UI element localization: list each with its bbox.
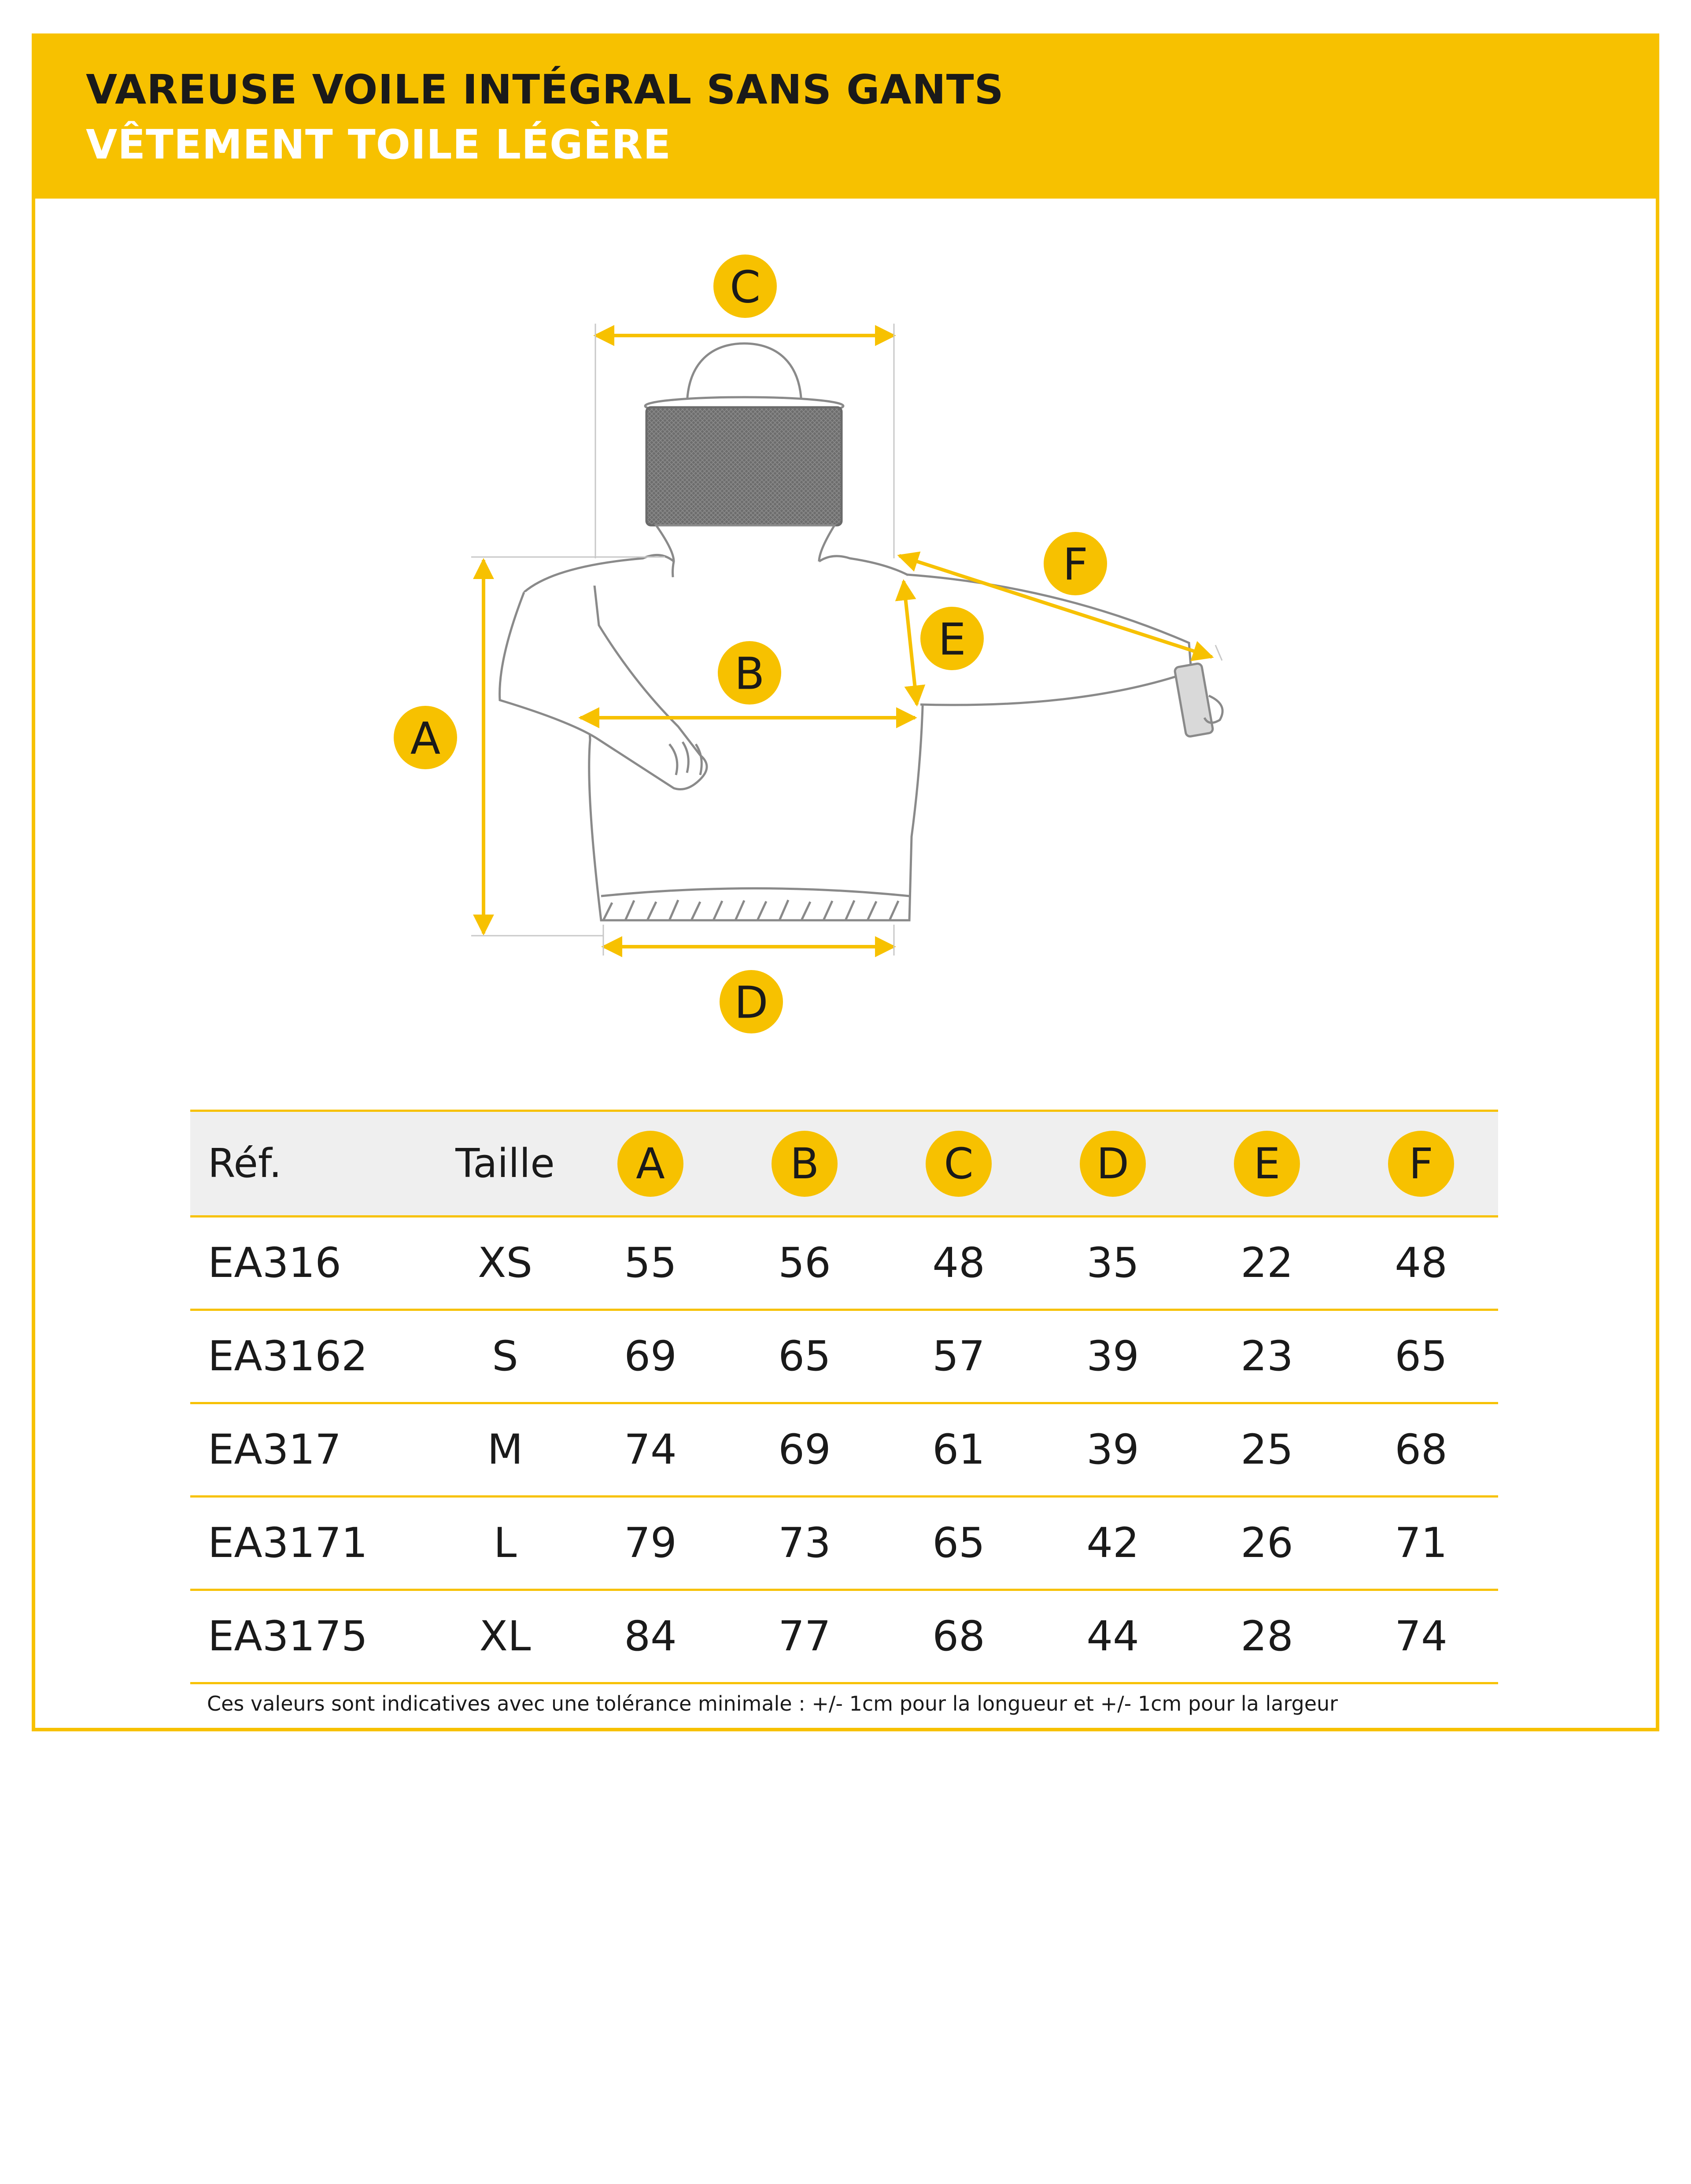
table-row xyxy=(190,1403,1498,1497)
svg-text:C: C xyxy=(730,261,761,313)
cell-e: 25 xyxy=(1190,1403,1344,1497)
cell-size: S xyxy=(437,1310,573,1403)
size-table xyxy=(190,1110,1498,1684)
cell-e: 23 xyxy=(1190,1310,1344,1403)
cell-size: L xyxy=(437,1497,573,1590)
cell-c: 61 xyxy=(882,1403,1036,1497)
header-c: C xyxy=(882,1111,1036,1217)
cell-c: 65 xyxy=(882,1497,1036,1590)
right-cuff xyxy=(1174,663,1214,737)
header-size: Taille xyxy=(437,1111,573,1217)
tolerance-note: Ces valeurs sont indicatives avec une tolérance minimale : +/- 1cm pour la longueur et +/- 1cm pour la largeur xyxy=(207,1692,1338,1715)
page-subtitle: VÊTEMENT TOILE LÉGÈRE xyxy=(86,121,672,168)
table-row xyxy=(190,1310,1498,1403)
table-row xyxy=(190,1497,1498,1590)
cell-size: XL xyxy=(437,1590,573,1683)
table-row xyxy=(190,1590,1498,1683)
cell-f: 48 xyxy=(1344,1217,1498,1310)
label-c xyxy=(713,255,777,318)
label-f xyxy=(1044,532,1107,595)
cell-c: 57 xyxy=(882,1310,1036,1403)
svg-text:F: F xyxy=(1063,539,1088,590)
cell-ref: EA316 xyxy=(190,1217,437,1310)
cell-c: 68 xyxy=(882,1590,1036,1683)
cell-ref: EA3175 xyxy=(190,1590,437,1683)
cell-d: 44 xyxy=(1036,1590,1190,1683)
cell-f: 68 xyxy=(1344,1403,1498,1497)
header-f: F xyxy=(1344,1111,1498,1217)
cell-size: XS xyxy=(437,1217,573,1310)
label-d xyxy=(720,970,783,1033)
cell-d: 39 xyxy=(1036,1310,1190,1403)
cell-f: 65 xyxy=(1344,1310,1498,1403)
cell-e: 22 xyxy=(1190,1217,1344,1310)
table-header-row xyxy=(190,1111,1498,1217)
header-d: D xyxy=(1036,1111,1190,1217)
cell-d: 39 xyxy=(1036,1403,1190,1497)
cell-b: 73 xyxy=(727,1497,882,1590)
cell-b: 69 xyxy=(727,1403,882,1497)
svg-text:A: A xyxy=(410,712,441,764)
svg-text:B: B xyxy=(734,648,765,700)
cell-ref: EA3162 xyxy=(190,1310,437,1403)
cell-a: 74 xyxy=(573,1403,727,1497)
cell-c: 48 xyxy=(882,1217,1036,1310)
cell-a: 69 xyxy=(573,1310,727,1403)
cell-a: 84 xyxy=(573,1590,727,1683)
header-ref: Réf. xyxy=(190,1111,437,1217)
svg-text:D: D xyxy=(734,977,768,1029)
cell-ref: EA3171 xyxy=(190,1497,437,1590)
label-a xyxy=(394,706,457,769)
cell-b: 77 xyxy=(727,1590,882,1683)
cell-f: 71 xyxy=(1344,1497,1498,1590)
cell-size: M xyxy=(437,1403,573,1497)
garment-outline xyxy=(500,343,1223,920)
label-e xyxy=(920,607,984,670)
table-row xyxy=(190,1217,1498,1310)
cell-e: 26 xyxy=(1190,1497,1344,1590)
cell-b: 65 xyxy=(727,1310,882,1403)
cell-d: 35 xyxy=(1036,1217,1190,1310)
jacket-diagram xyxy=(0,0,1691,1057)
cell-e: 28 xyxy=(1190,1590,1344,1683)
page-title: VAREUSE VOILE INTÉGRAL SANS GANTS xyxy=(86,66,1004,113)
label-b xyxy=(718,641,781,705)
header-b: B xyxy=(727,1111,882,1217)
veil-mesh xyxy=(646,407,842,525)
header-e: E xyxy=(1190,1111,1344,1217)
header-a: A xyxy=(573,1111,727,1217)
cell-ref: EA317 xyxy=(190,1403,437,1497)
cell-a: 55 xyxy=(573,1217,727,1310)
cell-a: 79 xyxy=(573,1497,727,1590)
cell-f: 74 xyxy=(1344,1590,1498,1683)
svg-text:E: E xyxy=(938,613,966,665)
cell-d: 42 xyxy=(1036,1497,1190,1590)
cell-b: 56 xyxy=(727,1217,882,1310)
